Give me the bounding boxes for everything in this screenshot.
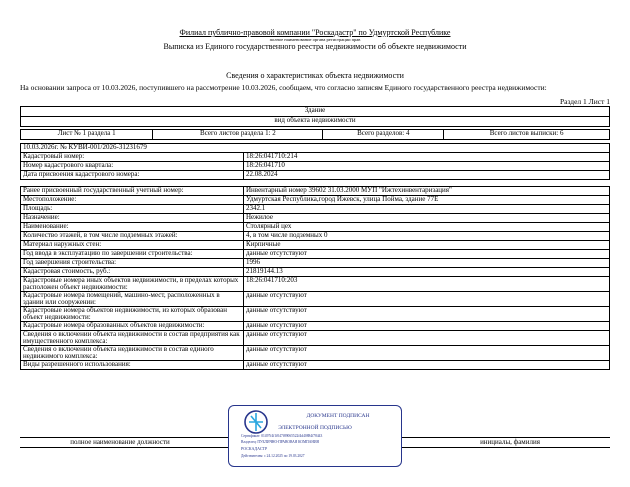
row-value: 2342.1 (244, 205, 610, 214)
row-value: 18:26:041710 (244, 162, 610, 171)
row-label: Год завершения строительства: (21, 259, 244, 268)
table-row (21, 196, 610, 205)
row-label: Ранее присвоенный государственный учетный номер: (21, 187, 244, 196)
row-value: данные отсутствуют (244, 292, 610, 307)
row-value: 21819144.13 (244, 268, 610, 277)
name-caption: инициалы, фамилия (480, 438, 540, 446)
row-value: Столярный цех (244, 223, 610, 232)
row-label: Количество этажей, в том числе подземных этажей: (21, 232, 244, 241)
sections-total: Всего разделов: 4 (323, 130, 444, 140)
table-row (21, 361, 610, 370)
e-signature-stamp (228, 405, 402, 467)
document-title: Выписка из Единого государственного реестра недвижимости об объекте недвижимости (163, 42, 467, 51)
row-value: 18:26:041710:214 (244, 153, 610, 162)
org-caption: полное наименование органа регистрации прав (269, 37, 361, 42)
row-value: 18:26:041710:203 (244, 277, 610, 292)
row-label: Кадастровый номер: (21, 153, 244, 162)
stamp-validity: Действителен: с 24.12.2025 по 19.03.2027 (241, 454, 305, 458)
row-label: Виды разрешенного использования: (21, 361, 244, 370)
row-label: Кадастровые номера помещений, машино-мест, расположенных в здании или сооружении: (21, 292, 244, 307)
sheet-info-table (20, 129, 610, 140)
row-label: Номер кадастрового квартала: (21, 162, 244, 171)
row-value: данные отсутствуют (244, 361, 610, 370)
row-value: Инвентарный номер 39602 31.03.2000 МУП "Ижтехинвентаризация" (244, 187, 610, 196)
stamp-line2: ЭЛЕКТРОННОЙ ПОДПИСЬЮ (278, 425, 352, 431)
row-label: Кадастровая стоимость, руб.: (21, 268, 244, 277)
row-value: 4, в том числе подземных 0 (244, 232, 610, 241)
object-type-caption: вид объекта недвижимости (21, 117, 610, 127)
sheet-number: Лист № 1 раздела 1 (21, 130, 153, 140)
sheets-in-section: Всего листов раздела 1: 2 (153, 130, 323, 140)
document-reference: 10.03.2026г. № КУВИ-001/2026-31231679 (21, 144, 610, 153)
row-label: Кадастровые номера образованных объектов недвижимости: (21, 322, 244, 331)
roskadastr-logo-icon (243, 409, 269, 435)
table-row (21, 205, 610, 214)
basis-text: На основании запроса от 10.03.2026, поступившего на рассмотрение 10.03.2026, сообщаем, что согласно записям Единого государственного реестра недвижимости: (20, 83, 547, 92)
row-label: Год ввода в эксплуатацию по завершении строительства: (21, 250, 244, 259)
row-label: Назначение: (21, 214, 244, 223)
row-value: данные отсутствуют (244, 250, 610, 259)
object-type-table (20, 106, 610, 127)
row-label: Кадастровые номера иных объектов недвижимости, в пределах которых расположен объект недвижимости: (21, 277, 244, 292)
row-value: Удмуртская Республика,город Ижевск, улица Пойма, здание 77Е (244, 196, 610, 205)
stamp-owner: Владелец: ПУБЛИЧНО-ПРАВОВАЯ КОМПАНИЯ (241, 440, 319, 444)
row-label: Дата присвоения кадастрового номера: (21, 171, 244, 180)
row-label: Материал наружных стен: (21, 241, 244, 250)
row-label: Местоположение: (21, 196, 244, 205)
characteristics-table (20, 186, 610, 370)
row-value: 1996 (244, 259, 610, 268)
org-name: Филиал публично-правовой компании "Роскадастр" по Удмуртской Республике (179, 28, 451, 37)
row-label: Площадь: (21, 205, 244, 214)
row-label: Наименование: (21, 223, 244, 232)
row-label: Кадастровые номера объектов недвижимости, из которых образован объект недвижимости: (21, 307, 244, 322)
object-type-value: Здание (21, 107, 610, 117)
row-label: Сведения о включении объекта недвижимости в состав единого недвижимого комплекса: (21, 346, 244, 361)
row-value: Нежилое (244, 214, 610, 223)
identification-table (20, 143, 610, 180)
table-row (21, 277, 610, 292)
section-title: Сведения о характеристиках объекта недвижимости (226, 71, 404, 80)
row-value: данные отсутствуют (244, 331, 610, 346)
stamp-owner2: РОСКАДАСТР (241, 446, 268, 451)
stamp-line1: ДОКУМЕНТ ПОДПИСАН (306, 413, 370, 419)
stamp-certificate: Сертификат: 01497f4f1f047f89065522f4d40884f78443 (241, 434, 323, 438)
row-value: данные отсутствуют (244, 346, 610, 361)
table-row (21, 331, 610, 346)
row-value: данные отсутствуют (244, 322, 610, 331)
table-row (21, 346, 610, 361)
row-value: 22.08.2024 (244, 171, 610, 180)
row-value: Кирпичные (244, 241, 610, 250)
row-value: данные отсутствуют (244, 307, 610, 322)
table-row (21, 292, 610, 307)
table-row (21, 214, 610, 223)
sheets-total: Всего листов выписки: 6 (444, 130, 610, 140)
table-row (21, 232, 610, 241)
table-row (21, 307, 610, 322)
position-caption: полное наименование должности (70, 438, 170, 446)
row-label: Сведения о включении объекта недвижимости в состав предприятия как имущественного комплекса: (21, 331, 244, 346)
section-sheet: Раздел 1 Лист 1 (559, 97, 610, 106)
table-row (21, 171, 610, 180)
